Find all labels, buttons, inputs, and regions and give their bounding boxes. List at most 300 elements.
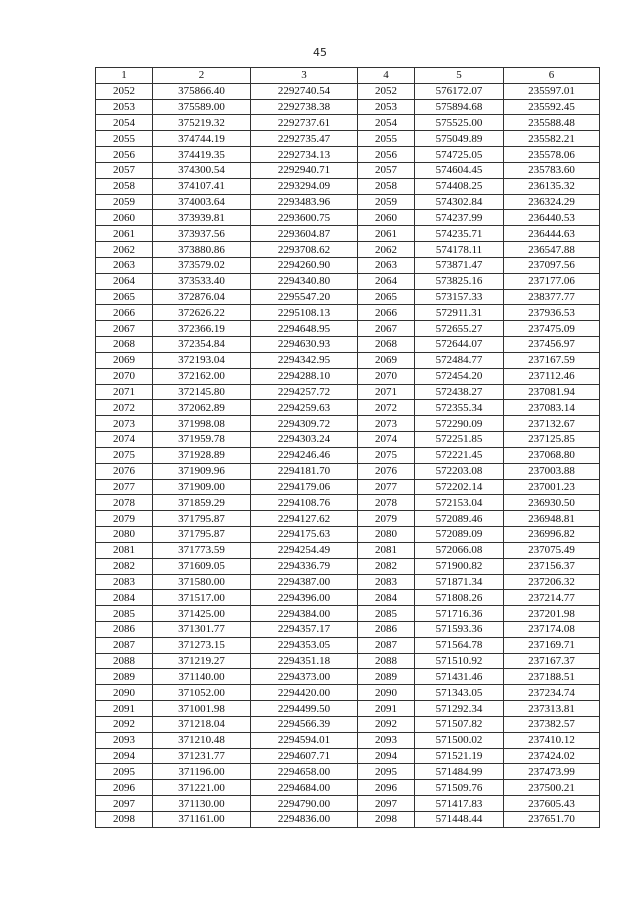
table-cell: 2083 [358,574,415,590]
table-cell: 2057 [96,162,153,178]
table-cell: 2070 [358,368,415,384]
table-row [96,321,600,337]
table-cell: 572203.08 [415,463,504,479]
table-cell: 2079 [96,511,153,527]
table-row [96,83,600,99]
table-cell: 2294387.00 [251,574,358,590]
table-row [96,384,600,400]
table-cell: 2055 [96,131,153,147]
table-cell: 2294259.63 [251,400,358,416]
table-row [96,273,600,289]
table-cell: 2056 [358,147,415,163]
table-cell: 2294260.90 [251,257,358,273]
table-row [96,257,600,273]
table-row [96,495,600,511]
table-cell: 371928.89 [153,447,251,463]
table-cell: 2075 [358,447,415,463]
table-cell: 2293604.87 [251,226,358,242]
page-number: 45 [313,46,327,59]
table-cell: 571343.05 [415,685,504,701]
table-cell: 371773.59 [153,542,251,558]
table-cell: 371219.27 [153,653,251,669]
table-cell: 371580.00 [153,574,251,590]
table-cell: 237473.99 [504,764,600,780]
table-cell: 237097.56 [504,257,600,273]
table-cell: 375219.32 [153,115,251,131]
table-cell: 571500.02 [415,732,504,748]
table-cell: 374419.35 [153,147,251,163]
table-cell: 2069 [96,352,153,368]
table-cell: 2294630.93 [251,337,358,353]
table-cell: 2294499.50 [251,701,358,717]
table-row [96,242,600,258]
table-cell: 371609.05 [153,558,251,574]
table-cell: 2079 [358,511,415,527]
table-cell: 237169.71 [504,637,600,653]
table-cell: 2073 [96,416,153,432]
table-cell: 237112.46 [504,368,600,384]
table-cell: 571521.19 [415,748,504,764]
table-cell: 2086 [96,621,153,637]
table-cell: 237167.37 [504,653,600,669]
table-cell: 571593.36 [415,621,504,637]
table-cell: 2068 [96,337,153,353]
table-cell: 2078 [96,495,153,511]
table-cell: 237500.21 [504,780,600,796]
table-cell: 572290.09 [415,416,504,432]
table-cell: 2063 [358,257,415,273]
table-cell: 236135.32 [504,178,600,194]
table-cell: 371795.87 [153,511,251,527]
table-cell: 2293294.09 [251,178,358,194]
table-cell: 235578.06 [504,147,600,163]
table-row [96,527,600,543]
table-cell: 2294127.62 [251,511,358,527]
table-cell: 236440.53 [504,210,600,226]
table-cell: 374107.41 [153,178,251,194]
table-cell: 2085 [96,606,153,622]
table-cell: 2294254.49 [251,542,358,558]
table-cell: 2294175.63 [251,527,358,543]
table-cell: 2295108.13 [251,305,358,321]
table-cell: 2071 [358,384,415,400]
table-cell: 2292737.61 [251,115,358,131]
table-cell: 374744.19 [153,131,251,147]
table-cell: 372876.04 [153,289,251,305]
table-row [96,210,600,226]
table-cell: 371909.00 [153,479,251,495]
table-cell: 2293600.75 [251,210,358,226]
table-cell: 571510.92 [415,653,504,669]
table-cell: 571507.82 [415,716,504,732]
table-cell: 572644.07 [415,337,504,353]
table-cell: 2063 [96,257,153,273]
table-cell: 2294288.10 [251,368,358,384]
table-cell: 574237.99 [415,210,504,226]
table-cell: 236930.50 [504,495,600,511]
table-row [96,701,600,717]
table-row [96,226,600,242]
table-cell: 371795.87 [153,527,251,543]
table-cell: 236948.81 [504,511,600,527]
table-cell: 375866.40 [153,83,251,99]
table-cell: 2294342.95 [251,352,358,368]
table-row [96,432,600,448]
table-cell: 236324.29 [504,194,600,210]
column-header: 2 [153,68,251,84]
table-row [96,685,600,701]
table-cell: 237083.14 [504,400,600,416]
table-cell: 237125.85 [504,432,600,448]
table-cell: 2294179.06 [251,479,358,495]
table-cell: 572454.20 [415,368,504,384]
table-cell: 2294384.00 [251,606,358,622]
table-cell: 237651.70 [504,811,600,827]
table-cell: 2088 [96,653,153,669]
table-cell: 237201.98 [504,606,600,622]
table-cell: 2067 [358,321,415,337]
table-cell: 2074 [96,432,153,448]
table-row [96,115,600,131]
table-cell: 2077 [96,479,153,495]
table-cell: 2097 [358,796,415,812]
table-cell: 235588.48 [504,115,600,131]
table-cell: 571564.78 [415,637,504,653]
table-cell: 372062.89 [153,400,251,416]
table-cell: 2294353.05 [251,637,358,653]
table-cell: 375589.00 [153,99,251,115]
coordinates-table [95,67,600,828]
table-cell: 572202.14 [415,479,504,495]
table-cell: 2054 [358,115,415,131]
table-cell: 571871.34 [415,574,504,590]
table-cell: 2096 [358,780,415,796]
table-cell: 2078 [358,495,415,511]
table-cell: 571417.83 [415,796,504,812]
table-cell: 2064 [96,273,153,289]
table-cell: 571716.36 [415,606,504,622]
table-cell: 573825.16 [415,273,504,289]
table-cell: 237424.02 [504,748,600,764]
table-row [96,147,600,163]
table-cell: 2088 [358,653,415,669]
table-cell: 2090 [358,685,415,701]
table-cell: 2294303.24 [251,432,358,448]
table-cell: 571431.46 [415,669,504,685]
table-cell: 2071 [96,384,153,400]
table-cell: 2056 [96,147,153,163]
table-cell: 573871.47 [415,257,504,273]
table-row [96,637,600,653]
table-cell: 2093 [96,732,153,748]
table-cell: 371221.00 [153,780,251,796]
table-cell: 2080 [358,527,415,543]
column-header: 4 [358,68,415,84]
table-cell: 237206.32 [504,574,600,590]
table-cell: 572484.77 [415,352,504,368]
table-row [96,368,600,384]
table-cell: 237081.94 [504,384,600,400]
table-cell: 2076 [96,463,153,479]
table-cell: 572251.85 [415,432,504,448]
table-row [96,558,600,574]
table-cell: 237174.08 [504,621,600,637]
table-cell: 371959.78 [153,432,251,448]
table-cell: 2292740.54 [251,83,358,99]
table-cell: 236996.82 [504,527,600,543]
table-row [96,732,600,748]
table-row [96,716,600,732]
table-row [96,669,600,685]
table-cell: 2294566.39 [251,716,358,732]
table-cell: 371196.00 [153,764,251,780]
table-cell: 238377.77 [504,289,600,305]
table-cell: 2083 [96,574,153,590]
table-cell: 371273.15 [153,637,251,653]
table-cell: 2058 [96,178,153,194]
table-row [96,289,600,305]
table-cell: 372366.19 [153,321,251,337]
table-cell: 372145.80 [153,384,251,400]
table-cell: 371998.08 [153,416,251,432]
table-cell: 2081 [358,542,415,558]
table-row [96,590,600,606]
table-cell: 2092 [358,716,415,732]
table-row [96,305,600,321]
table-cell: 372162.00 [153,368,251,384]
table-cell: 237936.53 [504,305,600,321]
table-cell: 571484.99 [415,764,504,780]
table-cell: 2096 [96,780,153,796]
table-cell: 371909.96 [153,463,251,479]
table-cell: 372626.22 [153,305,251,321]
table-cell: 2053 [96,99,153,115]
table-cell: 571900.82 [415,558,504,574]
table-cell: 572066.08 [415,542,504,558]
table-row [96,574,600,590]
table-cell: 373939.81 [153,210,251,226]
table-cell: 237156.37 [504,558,600,574]
table-cell: 574408.25 [415,178,504,194]
table-cell: 371001.98 [153,701,251,717]
table-cell: 572911.31 [415,305,504,321]
table-row [96,606,600,622]
table-cell: 237167.59 [504,352,600,368]
table-cell: 2084 [96,590,153,606]
table-cell: 237177.06 [504,273,600,289]
table-cell: 571808.26 [415,590,504,606]
table-row [96,796,600,812]
table-cell: 2295547.20 [251,289,358,305]
table-cell: 235597.01 [504,83,600,99]
table-cell: 235783.60 [504,162,600,178]
table-cell: 2097 [96,796,153,812]
table-row [96,447,600,463]
table-cell: 2091 [96,701,153,717]
table-cell: 2294420.00 [251,685,358,701]
table-cell: 2062 [358,242,415,258]
table-cell: 2087 [96,637,153,653]
table-cell: 237214.77 [504,590,600,606]
table-cell: 237456.97 [504,337,600,353]
table-cell: 2294658.00 [251,764,358,780]
table-cell: 2294309.72 [251,416,358,432]
table-cell: 2082 [358,558,415,574]
table-row [96,99,600,115]
table-cell: 235582.21 [504,131,600,147]
table-cell: 237234.74 [504,685,600,701]
table-cell: 2294373.00 [251,669,358,685]
table-cell: 572655.27 [415,321,504,337]
table-cell: 2057 [358,162,415,178]
table-cell: 237410.12 [504,732,600,748]
table-cell: 237605.43 [504,796,600,812]
table-cell: 2082 [96,558,153,574]
table-cell: 371301.77 [153,621,251,637]
table-cell: 2053 [358,99,415,115]
table-cell: 572221.45 [415,447,504,463]
table-cell: 575049.89 [415,131,504,147]
table-cell: 2061 [96,226,153,242]
table-cell: 2081 [96,542,153,558]
table-cell: 2070 [96,368,153,384]
table-cell: 2094 [96,748,153,764]
table-cell: 2087 [358,637,415,653]
table-cell: 371210.48 [153,732,251,748]
table-cell: 573157.33 [415,289,504,305]
table-cell: 574725.05 [415,147,504,163]
table-cell: 2092 [96,716,153,732]
table-row [96,463,600,479]
table-row [96,131,600,147]
table-cell: 2086 [358,621,415,637]
table-cell: 372193.04 [153,352,251,368]
table-row [96,352,600,368]
table-cell: 373880.86 [153,242,251,258]
table-row [96,178,600,194]
table-cell: 237382.57 [504,716,600,732]
table-cell: 2059 [96,194,153,210]
table-cell: 2098 [96,811,153,827]
table-cell: 2293708.62 [251,242,358,258]
table-row [96,337,600,353]
table-row [96,653,600,669]
column-header: 5 [415,68,504,84]
table-cell: 2060 [358,210,415,226]
table-cell: 2294836.00 [251,811,358,827]
table-cell: 2294246.46 [251,447,358,463]
table-cell: 2077 [358,479,415,495]
table-row [96,748,600,764]
table-cell: 2091 [358,701,415,717]
table-cell: 2058 [358,178,415,194]
table-cell: 574604.45 [415,162,504,178]
table-cell: 2061 [358,226,415,242]
table-cell: 2062 [96,242,153,258]
table-row [96,162,600,178]
table-cell: 2066 [96,305,153,321]
table-cell: 2294790.00 [251,796,358,812]
table-cell: 371140.00 [153,669,251,685]
table-cell: 2084 [358,590,415,606]
table-row [96,780,600,796]
table-cell: 236444.63 [504,226,600,242]
table-cell: 2294648.95 [251,321,358,337]
table-cell: 2068 [358,337,415,353]
table-cell: 371218.04 [153,716,251,732]
table-cell: 572153.04 [415,495,504,511]
table-cell: 371052.00 [153,685,251,701]
table-cell: 2292738.38 [251,99,358,115]
table-cell: 237068.80 [504,447,600,463]
table-cell: 571509.76 [415,780,504,796]
table-cell: 2293483.96 [251,194,358,210]
table-cell: 575894.68 [415,99,504,115]
table-cell: 371130.00 [153,796,251,812]
table-cell: 2294336.79 [251,558,358,574]
table-cell: 2294357.17 [251,621,358,637]
table-row [96,194,600,210]
table-cell: 2064 [358,273,415,289]
table-cell: 2292734.13 [251,147,358,163]
table-cell: 2294351.18 [251,653,358,669]
table-cell: 575525.00 [415,115,504,131]
table-cell: 372354.84 [153,337,251,353]
table-cell: 572089.09 [415,527,504,543]
table-cell: 574178.11 [415,242,504,258]
table-cell: 237188.51 [504,669,600,685]
table-cell: 2076 [358,463,415,479]
table-cell: 237475.09 [504,321,600,337]
table-cell: 2074 [358,432,415,448]
table-cell: 235592.45 [504,99,600,115]
table-cell: 576172.07 [415,83,504,99]
table-cell: 237003.88 [504,463,600,479]
table-row [96,542,600,558]
column-header: 1 [96,68,153,84]
table-cell: 572438.27 [415,384,504,400]
table-cell: 373937.56 [153,226,251,242]
table-cell: 2065 [358,289,415,305]
table-cell: 571448.44 [415,811,504,827]
table-cell: 2292940.71 [251,162,358,178]
table-cell: 371425.00 [153,606,251,622]
table-cell: 371161.00 [153,811,251,827]
table-cell: 2089 [358,669,415,685]
column-header: 6 [504,68,600,84]
table-cell: 2294340.80 [251,273,358,289]
table-cell: 371859.29 [153,495,251,511]
table-row [96,764,600,780]
table-cell: 574302.84 [415,194,504,210]
table-cell: 572089.46 [415,511,504,527]
table-cell: 2072 [96,400,153,416]
table-cell: 2067 [96,321,153,337]
table-cell: 371231.77 [153,748,251,764]
table-cell: 374003.64 [153,194,251,210]
table-cell: 2065 [96,289,153,305]
table-cell: 2066 [358,305,415,321]
table-cell: 2294396.00 [251,590,358,606]
table-cell: 2075 [96,447,153,463]
table-cell: 2094 [358,748,415,764]
table-row [96,400,600,416]
table-cell: 2054 [96,115,153,131]
table-cell: 2072 [358,400,415,416]
table-cell: 374300.54 [153,162,251,178]
table-cell: 2052 [96,83,153,99]
table-cell: 572355.34 [415,400,504,416]
